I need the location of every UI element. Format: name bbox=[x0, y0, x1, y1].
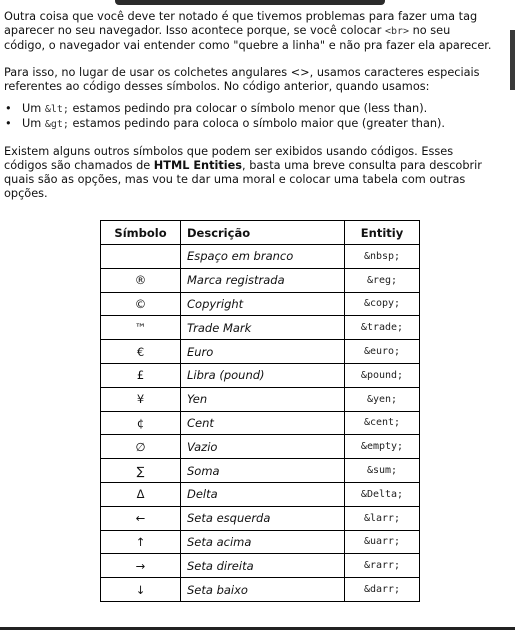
paragraph-line: opções. bbox=[4, 187, 48, 200]
entity-cell: &pound; bbox=[345, 363, 420, 387]
column-header-description: Descrição bbox=[181, 221, 345, 245]
description-cell: Espaço em branco bbox=[181, 245, 345, 269]
symbol-cell: £ bbox=[101, 363, 181, 387]
bold-term: HTML Entities bbox=[153, 159, 243, 172]
description-cell: Copyright bbox=[181, 292, 345, 316]
symbol-cell: ™ bbox=[101, 316, 181, 340]
table-header-row bbox=[101, 221, 420, 245]
entity-cell: &Delta; bbox=[345, 482, 420, 506]
symbol-cell: ↓ bbox=[101, 578, 181, 602]
table-row bbox=[101, 435, 420, 459]
table-row bbox=[101, 411, 420, 435]
description-cell: Delta bbox=[181, 482, 345, 506]
table-row bbox=[101, 554, 420, 578]
bullet-icon: • bbox=[5, 102, 12, 115]
description-cell: Seta esquerda bbox=[181, 506, 345, 530]
paragraph-line bbox=[4, 24, 515, 39]
bullet-list bbox=[4, 102, 515, 132]
column-header-symbol: Símbolo bbox=[101, 221, 181, 245]
description-cell: Yen bbox=[181, 387, 345, 411]
symbol-cell: © bbox=[101, 292, 181, 316]
description-cell: Seta baixo bbox=[181, 578, 345, 602]
description-cell: Soma bbox=[181, 459, 345, 483]
inline-code: &gt; bbox=[44, 119, 69, 130]
table-row bbox=[101, 530, 420, 554]
text-segment: Um bbox=[22, 117, 45, 130]
entity-cell: &rarr; bbox=[345, 554, 420, 578]
entity-cell: &euro; bbox=[345, 340, 420, 364]
description-cell: Vazio bbox=[181, 435, 345, 459]
bullet-icon: • bbox=[5, 117, 12, 130]
text-segment: Um bbox=[22, 102, 45, 115]
table-row bbox=[101, 340, 420, 364]
list-item bbox=[4, 102, 515, 117]
text-segment: , basta uma breve consulta para descobrir bbox=[242, 159, 482, 172]
description-cell: Seta direita bbox=[181, 554, 345, 578]
entity-cell: &trade; bbox=[345, 316, 420, 340]
paragraph-entities bbox=[4, 145, 515, 201]
symbol-cell: ¥ bbox=[101, 387, 181, 411]
entity-cell: &yen; bbox=[345, 387, 420, 411]
description-cell: Libra (pound) bbox=[181, 363, 345, 387]
symbol-cell: ∑ bbox=[101, 459, 181, 483]
paragraph-line: quais são as opções, mas vou te dar uma moral e colocar uma tabela com outras bbox=[4, 173, 466, 186]
symbol-cell: € bbox=[101, 340, 181, 364]
entity-cell: &sum; bbox=[345, 459, 420, 483]
paragraph-special-chars bbox=[4, 66, 515, 94]
text-segment: códigos são chamados de bbox=[4, 159, 154, 172]
paragraph-line: Outra coisa que você deve ter notado é que tivemos problemas para fazer uma tag bbox=[4, 10, 478, 23]
entity-cell: &reg; bbox=[345, 268, 420, 292]
paragraph-line: Existem alguns outros símbolos que podem ser exibidos usando códigos. Esses bbox=[4, 145, 454, 158]
inline-code: &lt; bbox=[44, 104, 69, 115]
table-row bbox=[101, 459, 420, 483]
entity-cell: &larr; bbox=[345, 506, 420, 530]
text-segment: no seu bbox=[409, 24, 451, 37]
table-row bbox=[101, 387, 420, 411]
description-cell: Trade Mark bbox=[181, 316, 345, 340]
paragraph-line: Para isso, no lugar de usar os colchetes angulares <>, usamos caracteres especiais bbox=[4, 66, 480, 79]
paragraph-intro bbox=[4, 10, 515, 53]
entity-cell: &nbsp; bbox=[345, 245, 420, 269]
entity-cell: &cent; bbox=[345, 411, 420, 435]
article-body bbox=[4, 10, 515, 201]
description-cell: Euro bbox=[181, 340, 345, 364]
table-row bbox=[101, 506, 420, 530]
table-row bbox=[101, 363, 420, 387]
bottom-divider bbox=[0, 627, 515, 630]
entity-cell: &copy; bbox=[345, 292, 420, 316]
description-cell: Cent bbox=[181, 411, 345, 435]
inline-code: <br> bbox=[384, 26, 410, 37]
description-cell: Marca registrada bbox=[181, 268, 345, 292]
paragraph-line: código, o navegador vai entender como "quebre a linha" e não pra fazer ela aparecer. bbox=[4, 39, 492, 52]
paragraph-line: referentes ao código desses símbolos. No código anterior, quando usamos: bbox=[4, 80, 430, 93]
symbol-cell: ∅ bbox=[101, 435, 181, 459]
table-row bbox=[101, 482, 420, 506]
symbol-cell: Δ bbox=[101, 482, 181, 506]
table-row bbox=[101, 292, 420, 316]
text-segment: estamos pedindo pra colocar o símbolo menor que (less than). bbox=[68, 102, 428, 115]
description-cell: Seta acima bbox=[181, 530, 345, 554]
symbol-cell: ¢ bbox=[101, 411, 181, 435]
html-entities-table bbox=[100, 220, 420, 602]
entity-cell: &empty; bbox=[345, 435, 420, 459]
text-segment: estamos pedindo para coloca o símbolo maior que (greater than). bbox=[68, 117, 446, 130]
window-top-bar bbox=[115, 0, 385, 5]
column-header-entity: Entitiy bbox=[345, 221, 420, 245]
symbol-cell: → bbox=[101, 554, 181, 578]
symbol-cell: ® bbox=[101, 268, 181, 292]
table-row bbox=[101, 316, 420, 340]
entity-cell: &uarr; bbox=[345, 530, 420, 554]
symbol-cell: ↑ bbox=[101, 530, 181, 554]
symbol-cell: ← bbox=[101, 506, 181, 530]
table-row bbox=[101, 578, 420, 602]
text-segment: aparecer no seu navegador. Isso acontece porque, se você colocar bbox=[4, 24, 385, 37]
table-row bbox=[101, 245, 420, 269]
symbol-cell bbox=[101, 245, 181, 269]
paragraph-line bbox=[4, 159, 515, 173]
entity-cell: &darr; bbox=[345, 578, 420, 602]
list-item bbox=[4, 117, 515, 132]
table-row bbox=[101, 268, 420, 292]
